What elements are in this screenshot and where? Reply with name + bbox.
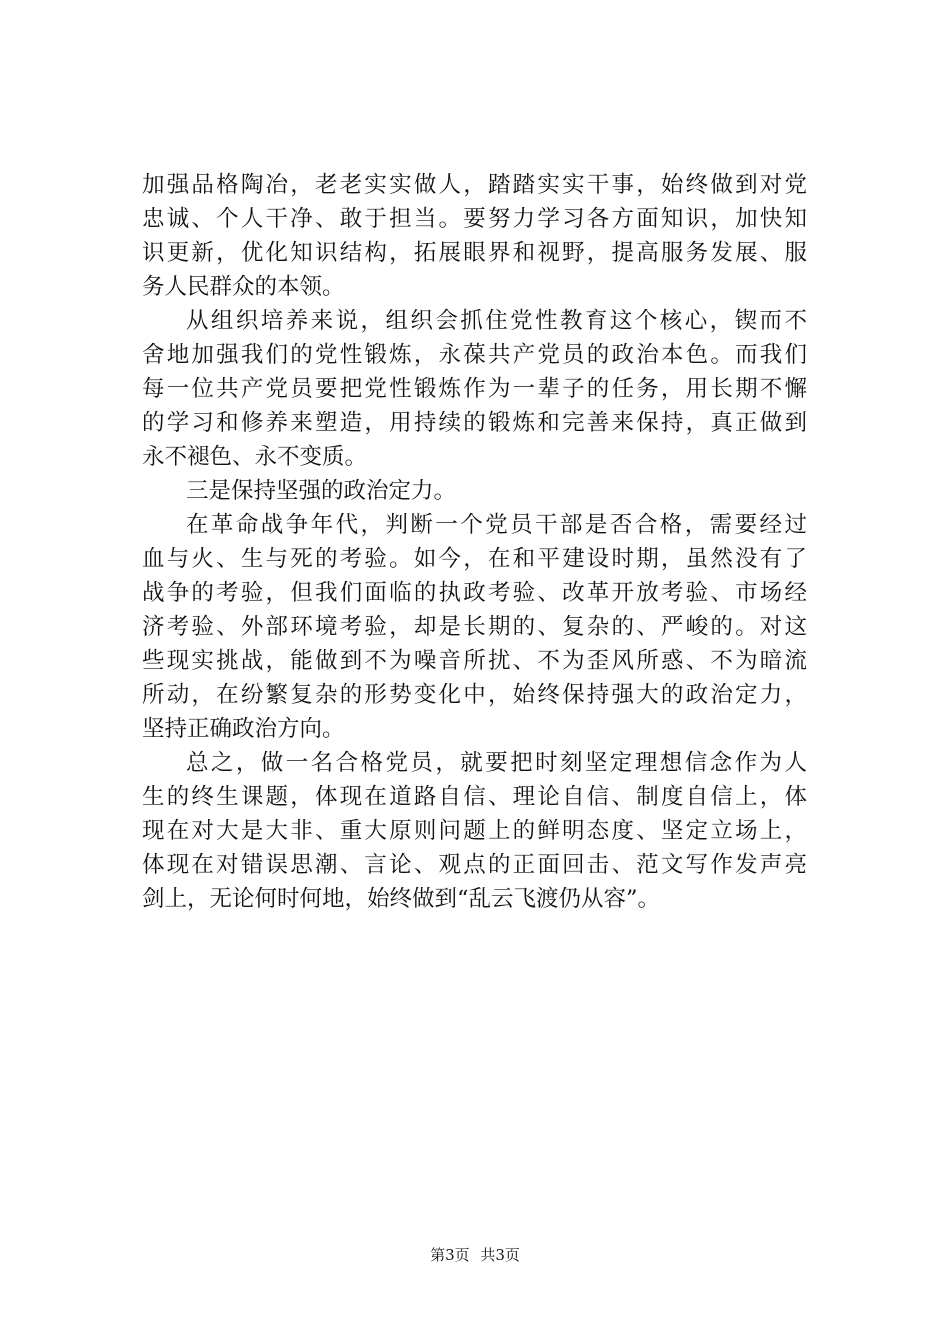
text-line: 所动，在纷繁复杂的形势变化中，始终保持强大的政治定力，	[142, 682, 807, 708]
text-line: 坚持正确政治方向。	[142, 716, 345, 742]
page-number: 第3页	[430, 1246, 470, 1264]
paragraph	[142, 168, 807, 304]
text-line: 忠诚、个人干净、敢于担当。要努力学习各方面知识，加快知	[142, 206, 807, 232]
page-footer	[0, 1245, 950, 1265]
document-body	[142, 168, 807, 916]
text-line: 血与火、生与死的考验。如今，在和平建设时期，虽然没有了	[142, 546, 807, 572]
text-line: 加强品格陶冶，老老实实做人，踏踏实实干事，始终做到对党	[142, 172, 807, 198]
text-line: 济考验、外部环境考验，却是长期的、复杂的、严峻的。对这	[142, 614, 807, 640]
text-line: 些现实挑战，能做到不为噪音所扰、不为歪风所惑、不为暗流	[142, 648, 807, 674]
paragraph	[142, 304, 807, 474]
text-line: 三是保持坚强的政治定力。	[186, 478, 457, 504]
text-line: 舍地加强我们的党性锻炼，永葆共产党员的政治本色。而我们	[142, 342, 807, 368]
text-line: 识更新，优化知识结构，拓展眼界和视野，提高服务发展、服	[142, 240, 807, 266]
text-line: 现在对大是大非、重大原则问题上的鲜明态度、坚定立场上，	[142, 818, 807, 844]
text-line: 每一位共产党员要把党性锻炼作为一辈子的任务，用长期不懈	[142, 376, 807, 402]
text-line: 生的终生课题，体现在道路自信、理论自信、制度自信上，体	[142, 784, 807, 810]
text-line: 战争的考验，但我们面临的执政考验、改革开放考验、市场经	[142, 580, 807, 606]
text-line: 务人民群众的本领。	[142, 274, 345, 300]
text-line: 剑上，无论何时何地，始终做到“乱云飞渡仍从容”。	[142, 886, 661, 912]
page-total: 共3页	[480, 1246, 520, 1264]
paragraph	[142, 508, 807, 746]
text-line: 在革命战争年代，判断一个党员干部是否合格，需要经过	[186, 512, 807, 538]
text-line: 从组织培养来说，组织会抓住党性教育这个核心，锲而不	[186, 308, 807, 334]
paragraph	[142, 474, 807, 508]
text-line: 体现在对错误思潮、言论、观点的正面回击、范文写作发声亮	[142, 852, 807, 878]
text-line: 的学习和修养来塑造，用持续的锻炼和完善来保持，真正做到	[142, 410, 807, 436]
text-line: 总之，做一名合格党员，就要把时刻坚定理想信念作为人	[186, 750, 807, 776]
text-line: 永不褪色、永不变质。	[142, 444, 368, 470]
paragraph	[142, 746, 807, 916]
